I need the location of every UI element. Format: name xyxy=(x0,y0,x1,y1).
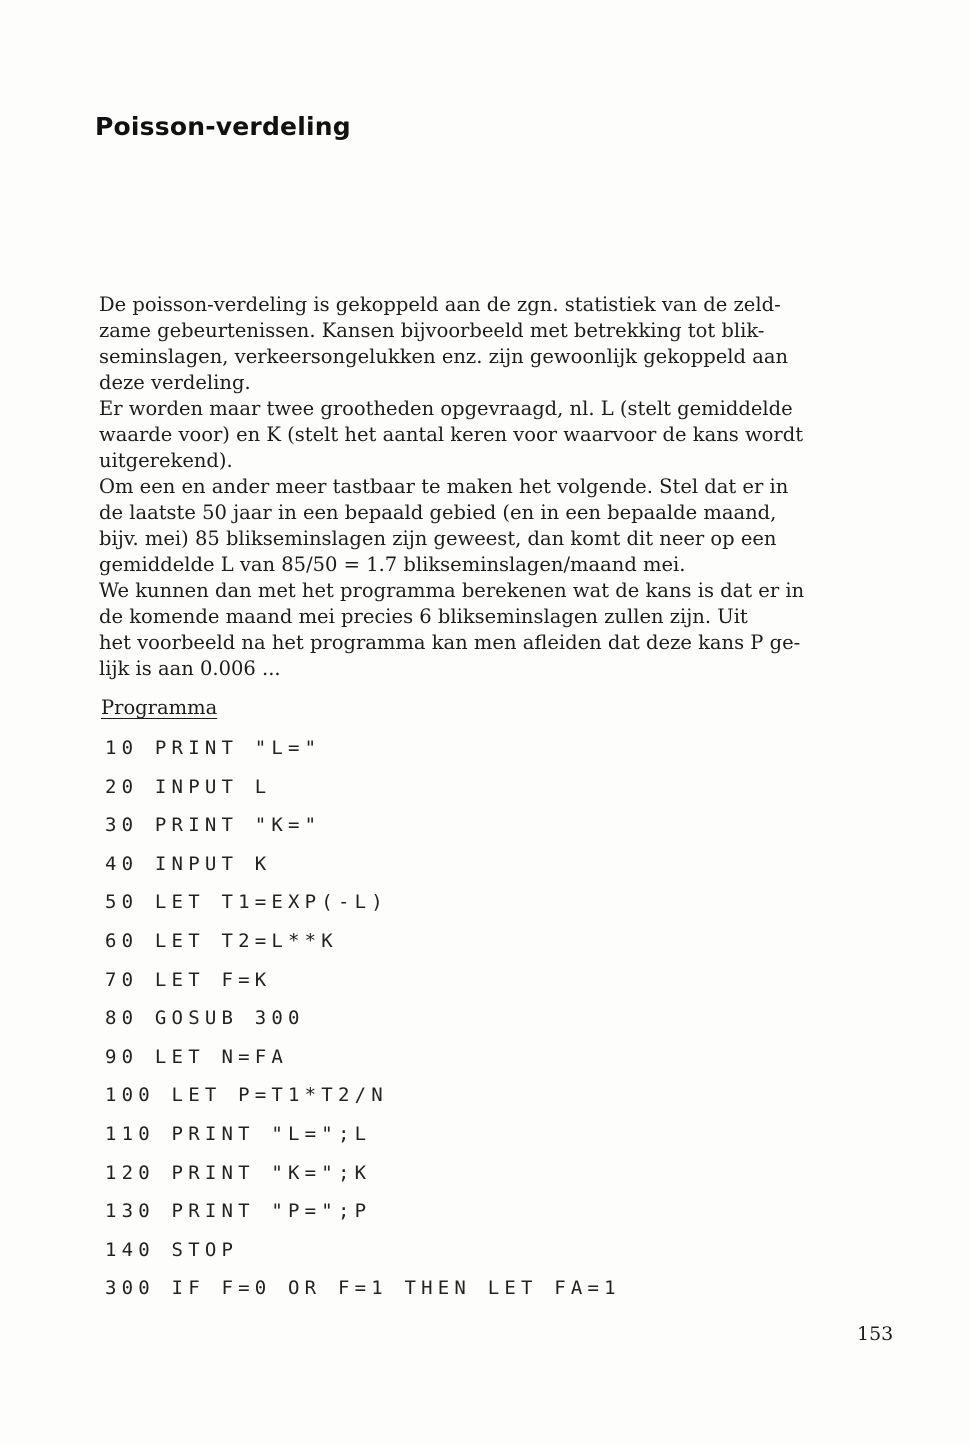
code-line: 60 LET T2=L**K xyxy=(105,929,338,952)
code-line: 10 PRINT "L=" xyxy=(105,737,322,759)
paragraph-line: uitgerekend). xyxy=(99,449,233,472)
code-line: 130 PRINT "P=";P xyxy=(105,1200,372,1223)
paragraph-line: bijv. mei) 85 blikseminslagen zijn geweest, dan komt dit neer op een xyxy=(99,527,777,550)
program-heading: Programma xyxy=(101,696,218,719)
code-line: 110 PRINT "L=";L xyxy=(105,1122,372,1145)
paragraph-line: deze verdeling. xyxy=(99,371,251,394)
paragraph-line: waarde voor) en K (stelt het aantal keren voor waarvoor de kans wordt xyxy=(99,423,804,446)
code-line: 30 PRINT "K=" xyxy=(105,814,322,837)
code-line: 40 INPUT K xyxy=(105,852,272,875)
paragraph-line: gemiddelde L van 85/50 = 1.7 blikseminslagen/maand mei. xyxy=(99,553,686,576)
code-line: 100 LET P=T1*T2/N xyxy=(105,1084,388,1107)
code-line: 80 GOSUB 300 xyxy=(105,1007,305,1030)
code-line: 140 STOP xyxy=(105,1238,239,1261)
paragraph-line: de laatste 50 jaar in een bepaald gebied (en in een bepaalde maand, xyxy=(99,501,777,524)
page-title: Poisson-verdeling xyxy=(95,112,351,141)
code-line: 90 LET N=FA xyxy=(105,1045,289,1068)
code-line: 70 LET F=K xyxy=(105,968,272,991)
paragraph-line: het voorbeeld na het programma kan men afleiden dat deze kans P ge- xyxy=(99,631,801,654)
paragraph-line: We kunnen dan met het programma berekenen wat de kans is dat er in xyxy=(99,579,805,602)
paragraph-line: seminslagen, verkeersongelukken enz. zijn gewoonlijk gekoppeld aan xyxy=(99,345,789,368)
code-line: 20 INPUT L xyxy=(105,775,272,798)
intro-paragraph xyxy=(99,292,909,682)
paragraph-line: Om een en ander meer tastbaar te maken het volgende. Stel dat er in xyxy=(99,475,789,498)
paragraph-line: Er worden maar twee grootheden opgevraagd, nl. L (stelt gemiddelde xyxy=(99,397,793,420)
basic-program-listing xyxy=(105,738,621,1317)
paragraph-line: lijk is aan 0.006 ... xyxy=(99,657,281,680)
code-line: 300 IF F=0 OR F=1 THEN LET FA=1 xyxy=(105,1277,621,1300)
paragraph-line: De poisson-verdeling is gekoppeld aan de zgn. statistiek van de zeld- xyxy=(99,293,781,316)
page-number: 153 xyxy=(857,1323,894,1345)
code-line: 50 LET T1=EXP(-L) xyxy=(105,891,388,914)
code-line: 120 PRINT "K=";K xyxy=(105,1161,372,1184)
paragraph-line: zame gebeurtenissen. Kansen bijvoorbeeld met betrekking tot blik- xyxy=(99,319,765,342)
paragraph-line: de komende maand mei precies 6 blikseminslagen zullen zijn. Uit xyxy=(99,605,748,628)
